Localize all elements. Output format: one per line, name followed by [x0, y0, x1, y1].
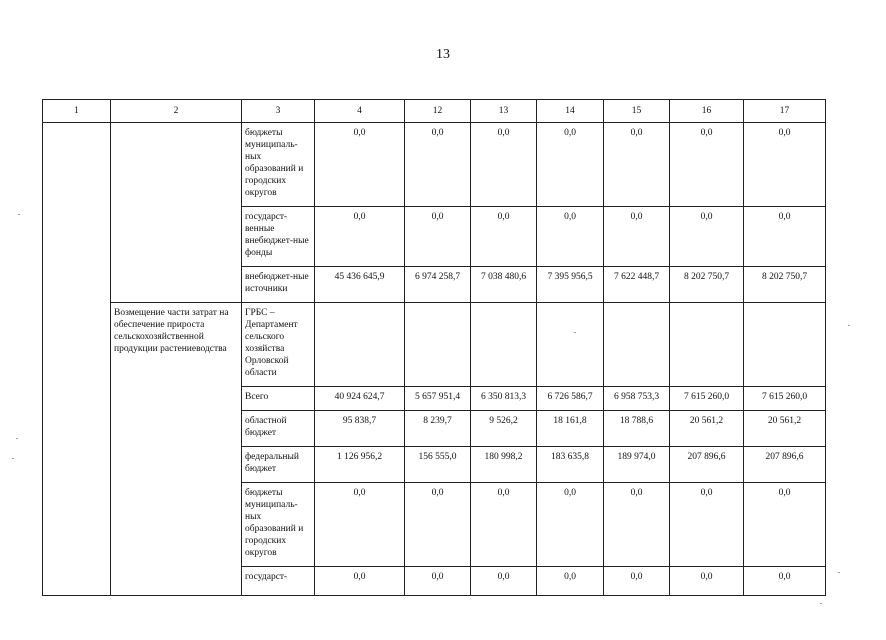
scan-speck — [838, 572, 840, 573]
source-cell: бюджеты муниципаль-ных образований и городских округов — [242, 123, 315, 207]
value-cell: 0,0 — [744, 123, 826, 207]
value-cell: 20 561,2 — [744, 411, 826, 447]
value-cell: 7 622 448,7 — [604, 267, 670, 303]
page-number: 13 — [436, 47, 450, 62]
value-cell: 189 974,0 — [604, 447, 670, 483]
scan-speck — [12, 458, 14, 459]
value-cell: 9 526,2 — [471, 411, 537, 447]
value-cell: 8 202 750,7 — [744, 267, 826, 303]
header-col-17: 17 — [744, 100, 826, 123]
value-cell: 0,0 — [604, 567, 670, 596]
value-cell: 0,0 — [537, 207, 604, 267]
scan-speck — [848, 325, 850, 326]
value-cell: 5 657 951,4 — [405, 387, 471, 411]
value-cell — [744, 303, 826, 387]
value-cell: 0,0 — [604, 483, 670, 567]
value-cell: 45 436 645,9 — [315, 267, 405, 303]
value-cell: 7 615 260,0 — [670, 387, 744, 411]
scan-speck — [574, 332, 576, 333]
source-cell: федеральный бюджет — [242, 447, 315, 483]
value-cell: 0,0 — [670, 567, 744, 596]
value-cell: 0,0 — [405, 483, 471, 567]
value-cell: 0,0 — [405, 567, 471, 596]
value-cell: 0,0 — [670, 207, 744, 267]
source-cell: Всего — [242, 387, 315, 411]
value-cell: 0,0 — [744, 483, 826, 567]
value-cell: 0,0 — [537, 567, 604, 596]
header-col-13: 13 — [471, 100, 537, 123]
value-cell: 0,0 — [471, 207, 537, 267]
value-cell: 0,0 — [315, 567, 405, 596]
scan-speck — [820, 603, 822, 604]
value-cell: 0,0 — [471, 483, 537, 567]
value-cell: 207 896,6 — [670, 447, 744, 483]
value-cell: 180 998,2 — [471, 447, 537, 483]
value-cell: 183 635,8 — [537, 447, 604, 483]
value-cell: 18 788,6 — [604, 411, 670, 447]
value-cell — [471, 303, 537, 387]
value-cell: 20 561,2 — [670, 411, 744, 447]
header-col-2: 2 — [111, 100, 242, 123]
value-cell — [405, 303, 471, 387]
source-cell: областной бюджет — [242, 411, 315, 447]
table-row — [43, 123, 826, 207]
measure-cell: Возмещение части затрат на обеспечение прироста сельскохозяйственной продукции растениеводства — [111, 303, 242, 596]
source-cell: государст- — [242, 567, 315, 596]
header-col-3: 3 — [242, 100, 315, 123]
source-cell: бюджеты муниципаль-ных образований и городских округов — [242, 483, 315, 567]
measure-cell-empty — [111, 123, 242, 303]
header-col-12: 12 — [405, 100, 471, 123]
value-cell: 0,0 — [744, 567, 826, 596]
value-cell: 1 126 956,2 — [315, 447, 405, 483]
value-cell: 7 615 260,0 — [744, 387, 826, 411]
col1-cell — [43, 123, 111, 596]
value-cell — [670, 303, 744, 387]
source-cell: государст-венные внебюджет-ные фонды — [242, 207, 315, 267]
value-cell: 0,0 — [537, 483, 604, 567]
value-cell: 207 896,6 — [744, 447, 826, 483]
value-cell: 0,0 — [405, 207, 471, 267]
value-cell: 7 395 956,5 — [537, 267, 604, 303]
source-cell: ГРБС – Департамент сельского хозяйства Орловской области — [242, 303, 315, 387]
header-col-16: 16 — [670, 100, 744, 123]
value-cell: 6 974 258,7 — [405, 267, 471, 303]
value-cell: 0,0 — [405, 123, 471, 207]
value-cell: 0,0 — [670, 123, 744, 207]
header-col-15: 15 — [604, 100, 670, 123]
value-cell: 0,0 — [315, 483, 405, 567]
value-cell: 7 038 480,6 — [471, 267, 537, 303]
value-cell: 18 161,8 — [537, 411, 604, 447]
scan-speck — [18, 214, 20, 215]
value-cell: 95 838,7 — [315, 411, 405, 447]
value-cell: 6 958 753,3 — [604, 387, 670, 411]
budget-table — [42, 99, 826, 596]
value-cell: 0,0 — [315, 207, 405, 267]
value-cell: 156 555,0 — [405, 447, 471, 483]
header-col-14: 14 — [537, 100, 604, 123]
value-cell: 6 350 813,3 — [471, 387, 537, 411]
value-cell: 0,0 — [471, 123, 537, 207]
value-cell: 0,0 — [744, 207, 826, 267]
value-cell — [537, 303, 604, 387]
value-cell: 0,0 — [670, 483, 744, 567]
table-row — [43, 303, 826, 387]
header-row — [43, 100, 826, 123]
value-cell: 8 202 750,7 — [670, 267, 744, 303]
scan-speck — [16, 438, 18, 439]
value-cell: 0,0 — [471, 567, 537, 596]
value-cell: 40 924 624,7 — [315, 387, 405, 411]
header-col-4: 4 — [315, 100, 405, 123]
value-cell: 0,0 — [604, 207, 670, 267]
value-cell: 0,0 — [604, 123, 670, 207]
value-cell: 0,0 — [537, 123, 604, 207]
value-cell: 6 726 586,7 — [537, 387, 604, 411]
value-cell: 8 239,7 — [405, 411, 471, 447]
value-cell — [315, 303, 405, 387]
value-cell — [604, 303, 670, 387]
header-col-1: 1 — [43, 100, 111, 123]
value-cell: 0,0 — [315, 123, 405, 207]
source-cell: внебюджет-ные источники — [242, 267, 315, 303]
